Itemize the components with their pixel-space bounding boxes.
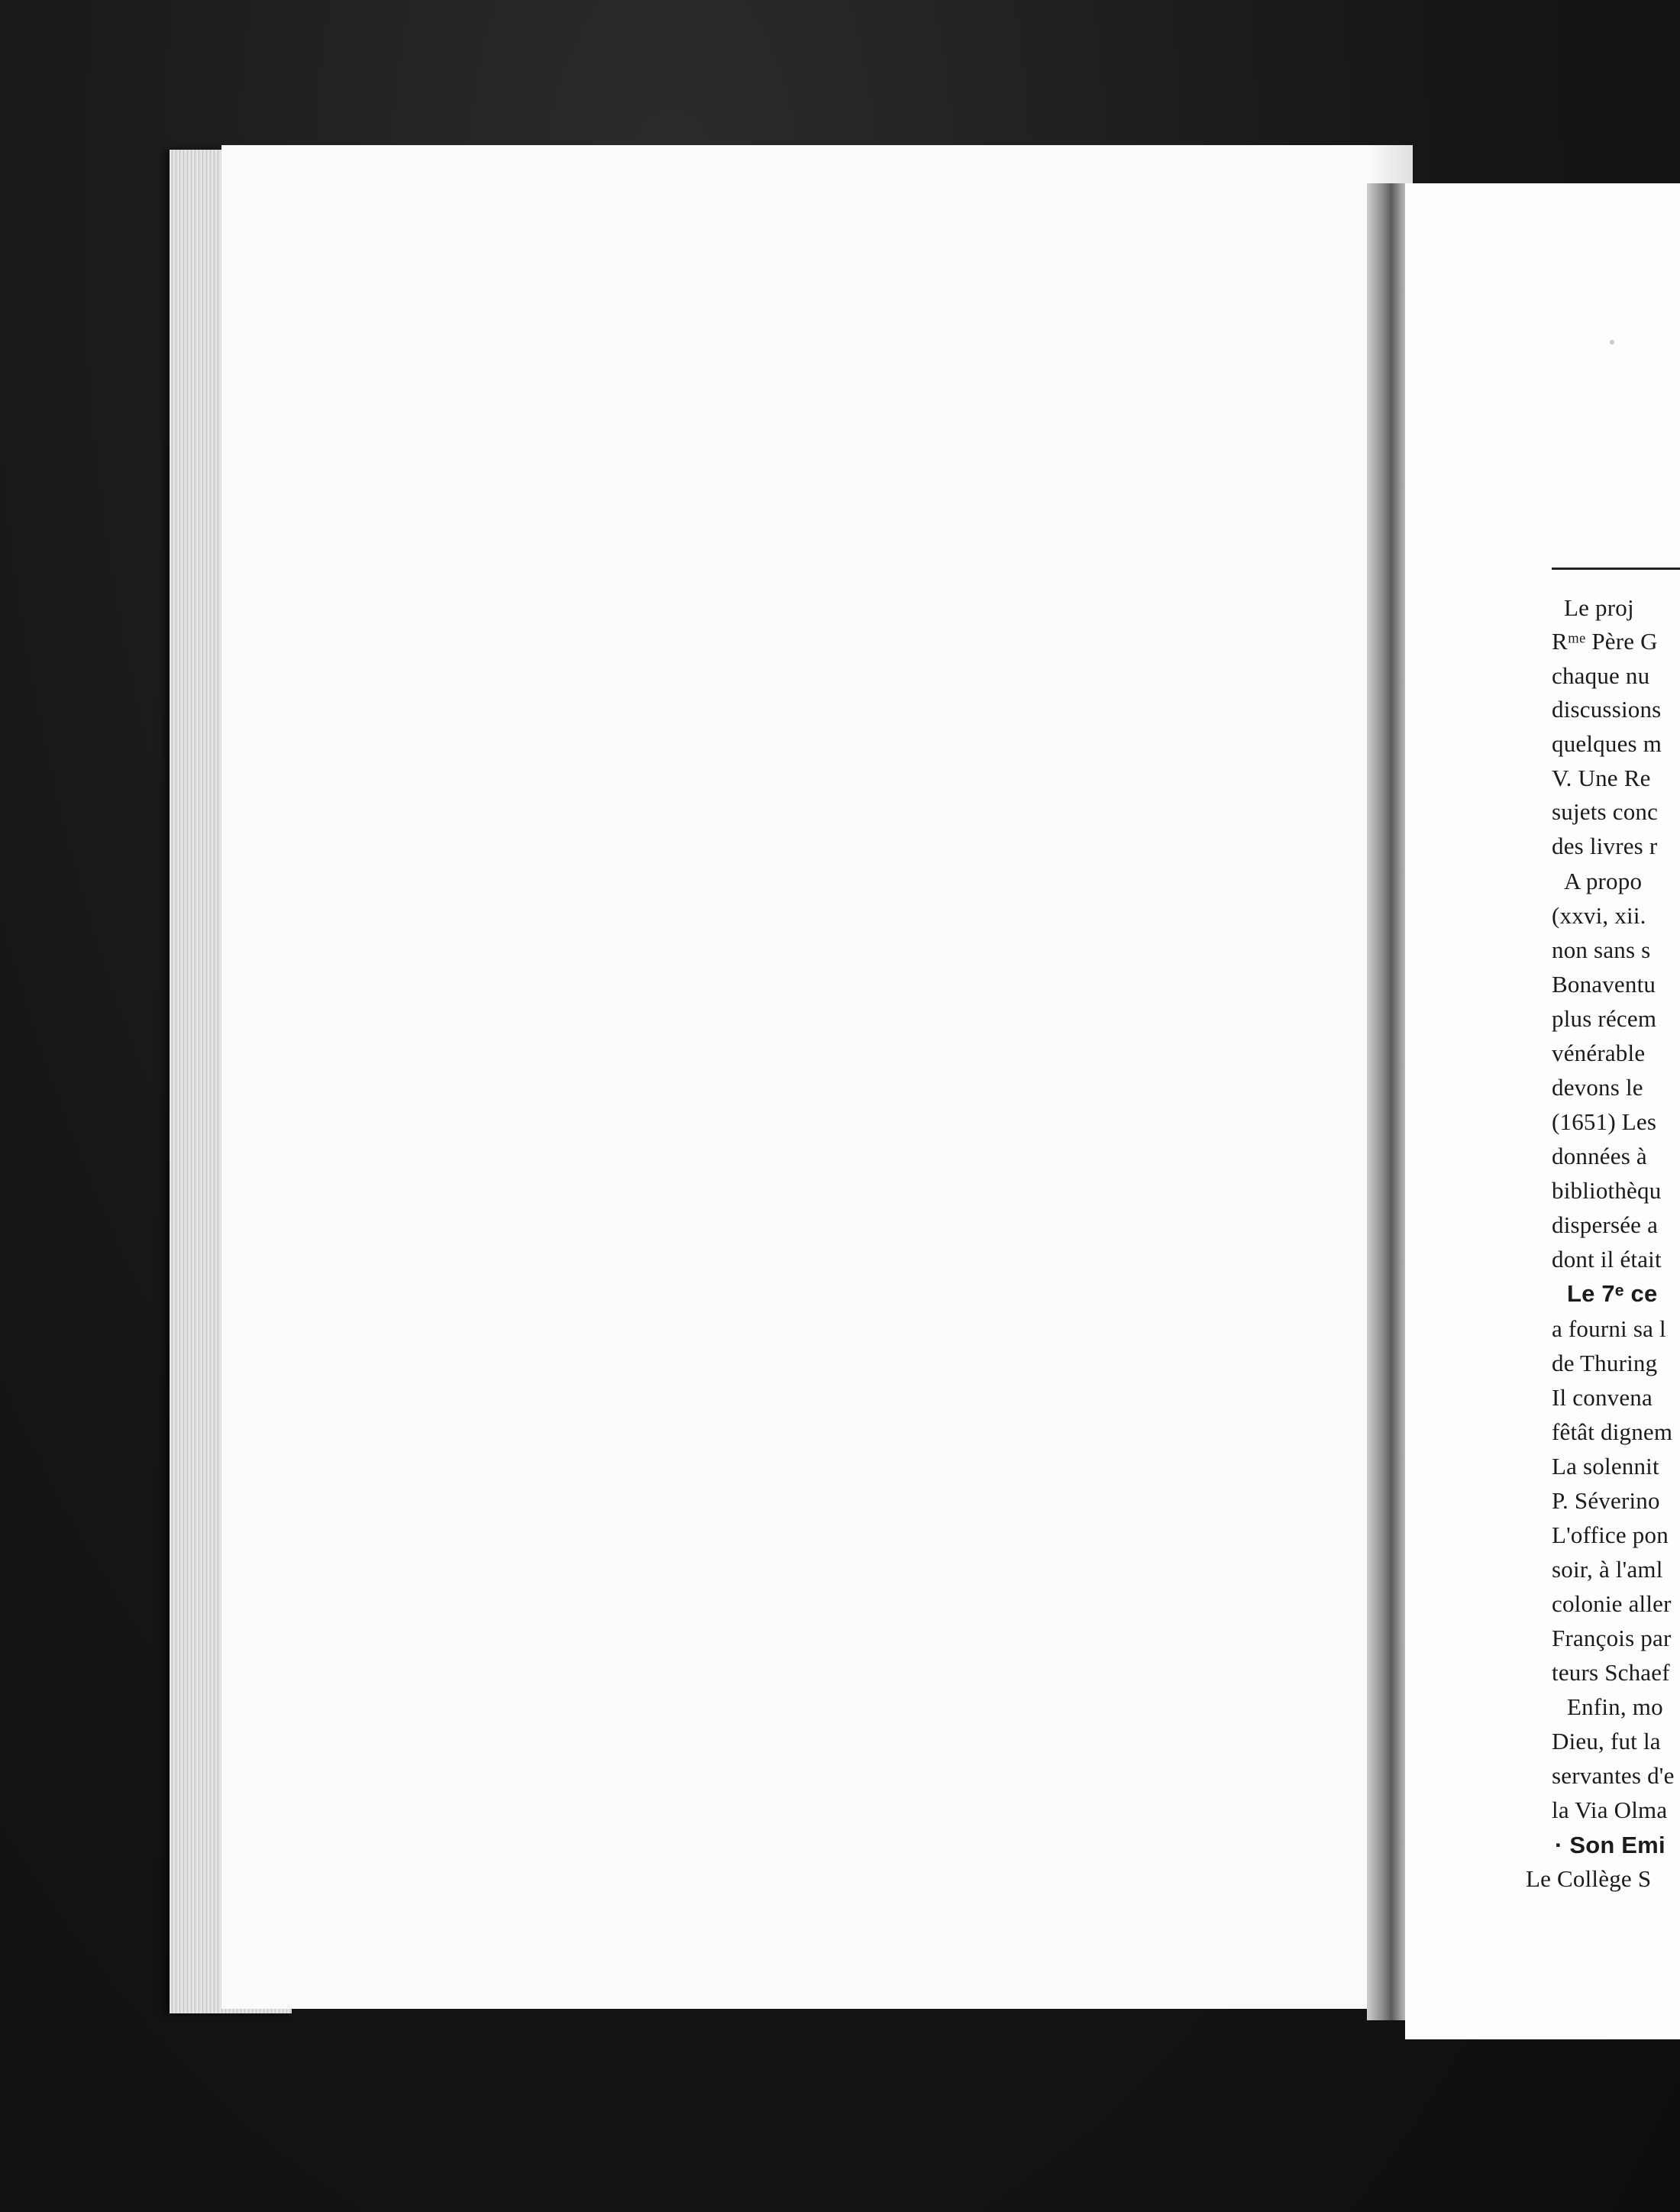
text-line: plus récem xyxy=(1552,1005,1657,1032)
text-line: de Thuring xyxy=(1552,1350,1658,1376)
text-line: discussions xyxy=(1552,696,1662,723)
text-line: V. Une Re xyxy=(1552,765,1651,791)
text-line: données à xyxy=(1552,1143,1647,1169)
text-line: devons le xyxy=(1552,1074,1643,1101)
header-rule xyxy=(1552,568,1680,570)
text-line: dont il était xyxy=(1552,1246,1662,1273)
text-line: soir, à l'aml xyxy=(1552,1556,1663,1583)
speck xyxy=(1610,340,1614,344)
text-line: · Son Emi xyxy=(1555,1832,1665,1858)
text-line: Enfin, mo xyxy=(1567,1693,1663,1720)
text-line: Le Collège S xyxy=(1526,1865,1652,1892)
text-line: (1651) Les xyxy=(1552,1108,1657,1135)
text-line: quelques m xyxy=(1552,730,1662,757)
text-line: des livres r xyxy=(1552,833,1658,859)
text-line: vénérable xyxy=(1552,1040,1646,1066)
text-line: François par xyxy=(1552,1625,1672,1651)
text-line: La solennit xyxy=(1552,1453,1659,1480)
text-line: fêtât dignem xyxy=(1552,1418,1673,1445)
text-line: Le 7ᵉ ce xyxy=(1567,1280,1658,1307)
text-line: non sans s xyxy=(1552,936,1651,963)
right-page xyxy=(1405,183,1680,2039)
text-line: chaque nu xyxy=(1552,662,1650,689)
text-line: a fourni sa l xyxy=(1552,1315,1666,1342)
text-line: sujets conc xyxy=(1552,798,1659,825)
text-line: Le proj xyxy=(1564,594,1634,621)
text-line: servantes d'e xyxy=(1552,1762,1675,1789)
text-line: A propo xyxy=(1564,868,1643,894)
text-line: bibliothèqu xyxy=(1552,1177,1662,1204)
text-line: Rᵐᵉ Père G xyxy=(1552,628,1658,655)
text-line: (xxvi, xii. xyxy=(1552,902,1646,929)
text-line: colonie aller xyxy=(1552,1590,1672,1617)
text-line: Bonaventu xyxy=(1552,971,1656,998)
text-line: Il convena xyxy=(1552,1384,1653,1411)
text-line: L'office pon xyxy=(1552,1522,1669,1548)
text-line: la Via Olma xyxy=(1552,1796,1668,1823)
text-line: dispersée a xyxy=(1552,1211,1659,1238)
text-line: teurs Schaef xyxy=(1552,1659,1670,1686)
text-line: P. Séverino xyxy=(1552,1487,1660,1514)
left-page-blank xyxy=(221,145,1413,2009)
text-line: Dieu, fut la xyxy=(1552,1728,1661,1754)
